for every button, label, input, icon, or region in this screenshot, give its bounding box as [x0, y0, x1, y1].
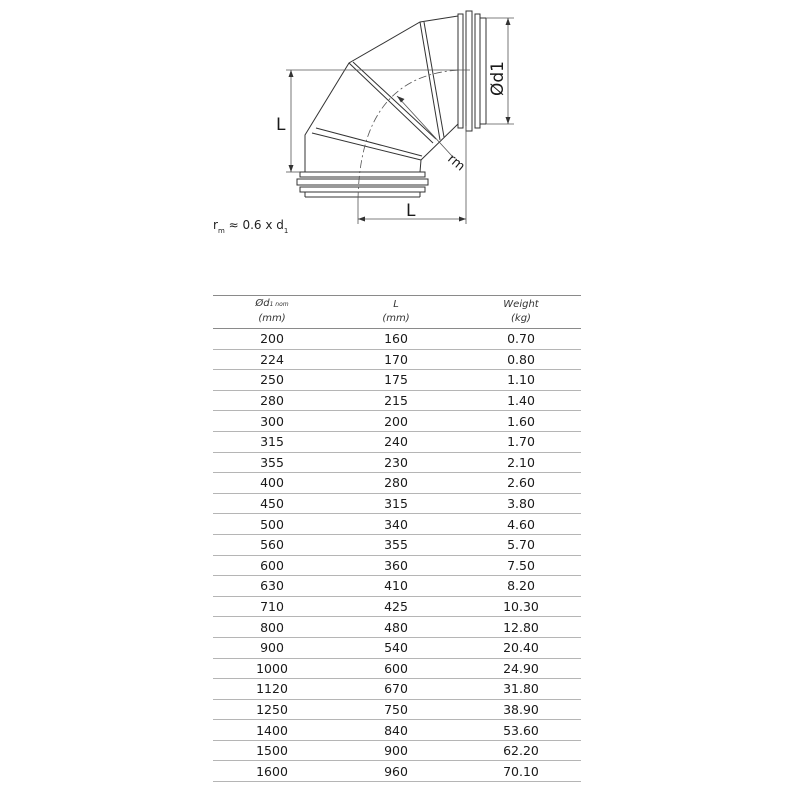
cell-weight: 62.20 — [461, 740, 581, 761]
table-body — [213, 329, 581, 782]
cell-diameter: 300 — [213, 411, 331, 432]
cell-length: 355 — [331, 534, 461, 555]
centerline-arc — [358, 70, 460, 200]
cell-diameter: 250 — [213, 370, 331, 391]
cell-weight: 20.40 — [461, 637, 581, 658]
dimension-label-radius: rm — [444, 151, 468, 175]
cell-length: 840 — [331, 720, 461, 741]
cell-weight: 24.90 — [461, 658, 581, 679]
arrow-head — [358, 217, 365, 222]
table-row — [213, 411, 581, 432]
arrow-head — [397, 96, 405, 103]
cell-length: 750 — [331, 699, 461, 720]
cell-length: 600 — [331, 658, 461, 679]
cell-weight: 10.30 — [461, 596, 581, 617]
arrow-head — [506, 117, 511, 124]
seam-line — [349, 63, 433, 143]
cell-length: 200 — [331, 411, 461, 432]
formula-d-subscript: 1 — [283, 227, 289, 235]
cell-diameter: 1000 — [213, 658, 331, 679]
cell-diameter: 710 — [213, 596, 331, 617]
cell-weight: 0.70 — [461, 329, 581, 350]
table-row — [213, 534, 581, 555]
arrow-head — [289, 70, 294, 77]
cell-length: 340 — [331, 514, 461, 535]
bottom-end-ring — [300, 172, 425, 177]
cell-weight: 70.10 — [461, 761, 581, 782]
cell-diameter: 355 — [213, 452, 331, 473]
table-header-row — [213, 296, 581, 329]
cell-length: 480 — [331, 617, 461, 638]
cell-diameter: 280 — [213, 390, 331, 411]
cell-diameter: 315 — [213, 431, 331, 452]
cell-diameter: 200 — [213, 329, 331, 350]
cell-weight: 12.80 — [461, 617, 581, 638]
cell-weight: 1.70 — [461, 431, 581, 452]
elbow-diagram — [0, 0, 800, 290]
table-row — [213, 658, 581, 679]
formula-r-subscript: m — [217, 227, 225, 235]
cell-diameter: 900 — [213, 637, 331, 658]
header-length: L (mm) — [331, 296, 461, 329]
cell-diameter: 1600 — [213, 761, 331, 782]
cell-length: 170 — [331, 349, 461, 370]
cell-weight: 0.80 — [461, 349, 581, 370]
cell-weight: 1.40 — [461, 390, 581, 411]
table-row — [213, 679, 581, 700]
cell-length: 315 — [331, 493, 461, 514]
cell-weight: 3.80 — [461, 493, 581, 514]
cell-length: 230 — [331, 452, 461, 473]
cell-diameter: 800 — [213, 617, 331, 638]
cell-length: 410 — [331, 576, 461, 597]
table-row — [213, 329, 581, 350]
cell-length: 360 — [331, 555, 461, 576]
right-end-ring — [466, 11, 472, 131]
cell-weight: 31.80 — [461, 679, 581, 700]
table-row — [213, 555, 581, 576]
dimension-label-length-vertical: L — [276, 115, 286, 135]
cell-weight: 53.60 — [461, 720, 581, 741]
cell-length: 240 — [331, 431, 461, 452]
cell-weight: 38.90 — [461, 699, 581, 720]
cell-length: 160 — [331, 329, 461, 350]
seam-line — [353, 62, 436, 139]
radius-formula — [213, 218, 289, 235]
arrow-head — [459, 217, 466, 222]
dimension-label-diameter: Ød1 — [488, 61, 508, 96]
cell-weight: 4.60 — [461, 514, 581, 535]
cell-length: 215 — [331, 390, 461, 411]
cell-length: 540 — [331, 637, 461, 658]
cell-diameter: 560 — [213, 534, 331, 555]
cell-weight: 7.50 — [461, 555, 581, 576]
table-row — [213, 576, 581, 597]
cell-length: 425 — [331, 596, 461, 617]
table-row — [213, 514, 581, 535]
table-row — [213, 699, 581, 720]
right-end-ring — [458, 14, 463, 128]
bottom-end-ring — [297, 179, 428, 185]
table-row — [213, 390, 581, 411]
seam-line — [424, 22, 444, 137]
dimension-label-length-horizontal: L — [406, 201, 416, 221]
cell-weight: 2.60 — [461, 473, 581, 494]
cell-diameter: 600 — [213, 555, 331, 576]
table-row — [213, 596, 581, 617]
cell-weight: 1.60 — [461, 411, 581, 432]
cell-diameter: 1400 — [213, 720, 331, 741]
seam-line — [312, 133, 421, 160]
table-row — [213, 740, 581, 761]
cell-length: 960 — [331, 761, 461, 782]
cell-diameter: 400 — [213, 473, 331, 494]
table-row — [213, 452, 581, 473]
header-weight: Weight (kg) — [461, 296, 581, 329]
table-row — [213, 431, 581, 452]
table-row — [213, 370, 581, 391]
cell-weight: 5.70 — [461, 534, 581, 555]
arrow-head — [289, 165, 294, 172]
radius-leader — [397, 96, 452, 156]
cell-weight: 2.10 — [461, 452, 581, 473]
table-row — [213, 349, 581, 370]
cell-length: 900 — [331, 740, 461, 761]
cell-diameter: 1120 — [213, 679, 331, 700]
cell-length: 280 — [331, 473, 461, 494]
cell-diameter: 224 — [213, 349, 331, 370]
table-row — [213, 761, 581, 782]
cell-diameter: 1500 — [213, 740, 331, 761]
arrow-head — [506, 18, 511, 25]
bottom-end-ring — [300, 187, 425, 192]
right-end-ring — [475, 14, 480, 128]
cell-weight: 1.10 — [461, 370, 581, 391]
cell-diameter: 500 — [213, 514, 331, 535]
cell-length: 670 — [331, 679, 461, 700]
dimensions-table — [213, 295, 581, 782]
table-row — [213, 720, 581, 741]
table-row — [213, 637, 581, 658]
cell-diameter: 450 — [213, 493, 331, 514]
formula-r: r — [213, 218, 218, 232]
cell-diameter: 630 — [213, 576, 331, 597]
seam-line — [420, 22, 440, 140]
cell-weight: 8.20 — [461, 576, 581, 597]
cell-diameter: 1250 — [213, 699, 331, 720]
formula-middle: ≈ 0.6 x d — [224, 218, 284, 232]
table-row — [213, 473, 581, 494]
table-row — [213, 493, 581, 514]
cell-length: 175 — [331, 370, 461, 391]
table-row — [213, 617, 581, 638]
header-diameter: Ød1 nom (mm) — [213, 296, 331, 329]
